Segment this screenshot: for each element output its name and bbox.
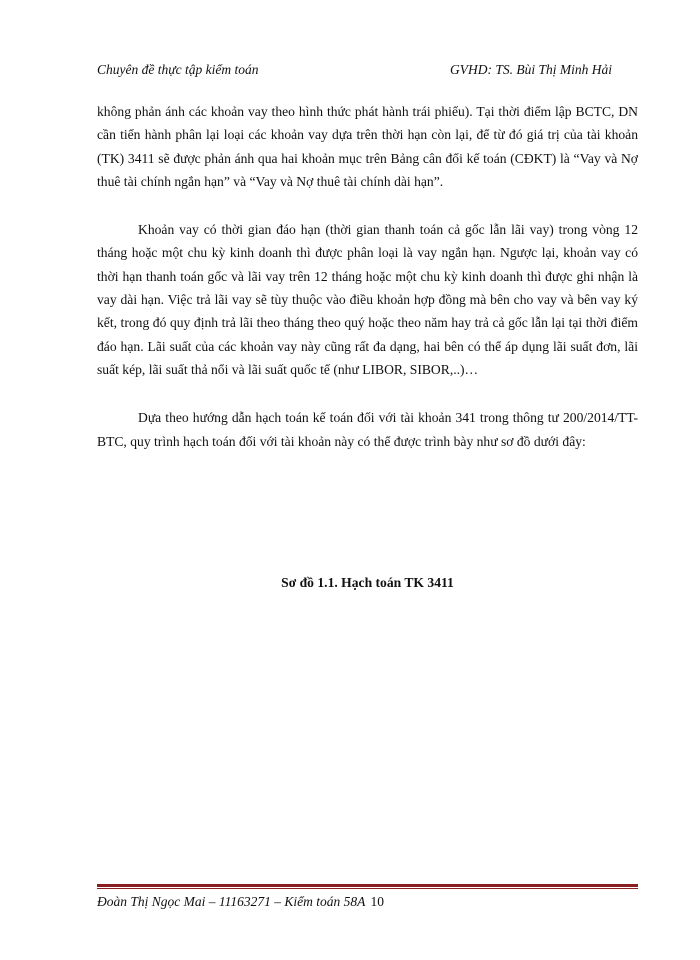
header-supervisor: GVHD: TS. Bùi Thị Minh Hải: [450, 62, 612, 77]
page-footer: [97, 894, 638, 910]
footer-rule: [97, 884, 638, 889]
page-header: [97, 62, 612, 84]
paragraph-accounting-guide: Dựa theo hướng dẫn hạch toán kế toán đối với tài khoản 341 trong thông tư 200/2014/TT-BTC, quy trình hạch toán đối với tài khoản này có thể được trình bày như sơ đồ dưới đây:: [97, 410, 638, 449]
paragraph-loan-term: Khoản vay có thời gian đáo hạn (thời gian thanh toán cả gốc lẫn lãi vay) trong vòng 12 tháng hoặc một chu kỳ kinh doanh thì được phân loại là vay ngắn hạn. Ngược lại, khoản vay có thời hạn thanh toán gốc và lãi vay trên 12 tháng hoặc một chu kỳ kinh doanh thì được ghi nhận là vay dài hạn. Việc trả lãi vay sẽ tùy thuộc vào điều khoản hợp đồng mà bên cho vay và bên vay ký kết, trong đó quy định trả lãi theo tháng theo quý hoặc theo năm hay trả cả gốc lẫn lại tại thời điểm đáo hạn. Lãi suất của các khoản vay này cũng rất đa dạng, hai bên có thể áp dụng lãi suất đơn, lãi suất kép, lãi suất thả nổi và lãi suất quốc tế (như LIBOR, SIBOR,..)…: [97, 222, 638, 377]
paragraph-continuation: không phản ánh các khoản vay theo hình thức phát hành trái phiếu). Tại thời điểm lập BCTC, DN cần tiến hành phân lại loại các khoản vay dựa trên thời hạn còn lại, để từ đó giá trị của tài khoản (TK) 3411 sẽ được phản ánh qua hai khoản mục trên Bảng cân đối kế toán (CĐKT) là “Vay và Nợ thuê tài chính ngắn hạn” và “Vay và Nợ thuê tài chính dài hạn”.: [97, 104, 638, 189]
page-number: 10: [370, 894, 384, 909]
footer-author: Đoàn Thị Ngọc Mai – 11163271 – Kiểm toán 58A: [97, 894, 366, 909]
diagram-title: Sơ đồ 1.1. Hạch toán TK 3411: [281, 575, 454, 590]
header-course-title: Chuyên đề thực tập kiểm toán: [97, 62, 259, 77]
body-text: [97, 100, 638, 478]
